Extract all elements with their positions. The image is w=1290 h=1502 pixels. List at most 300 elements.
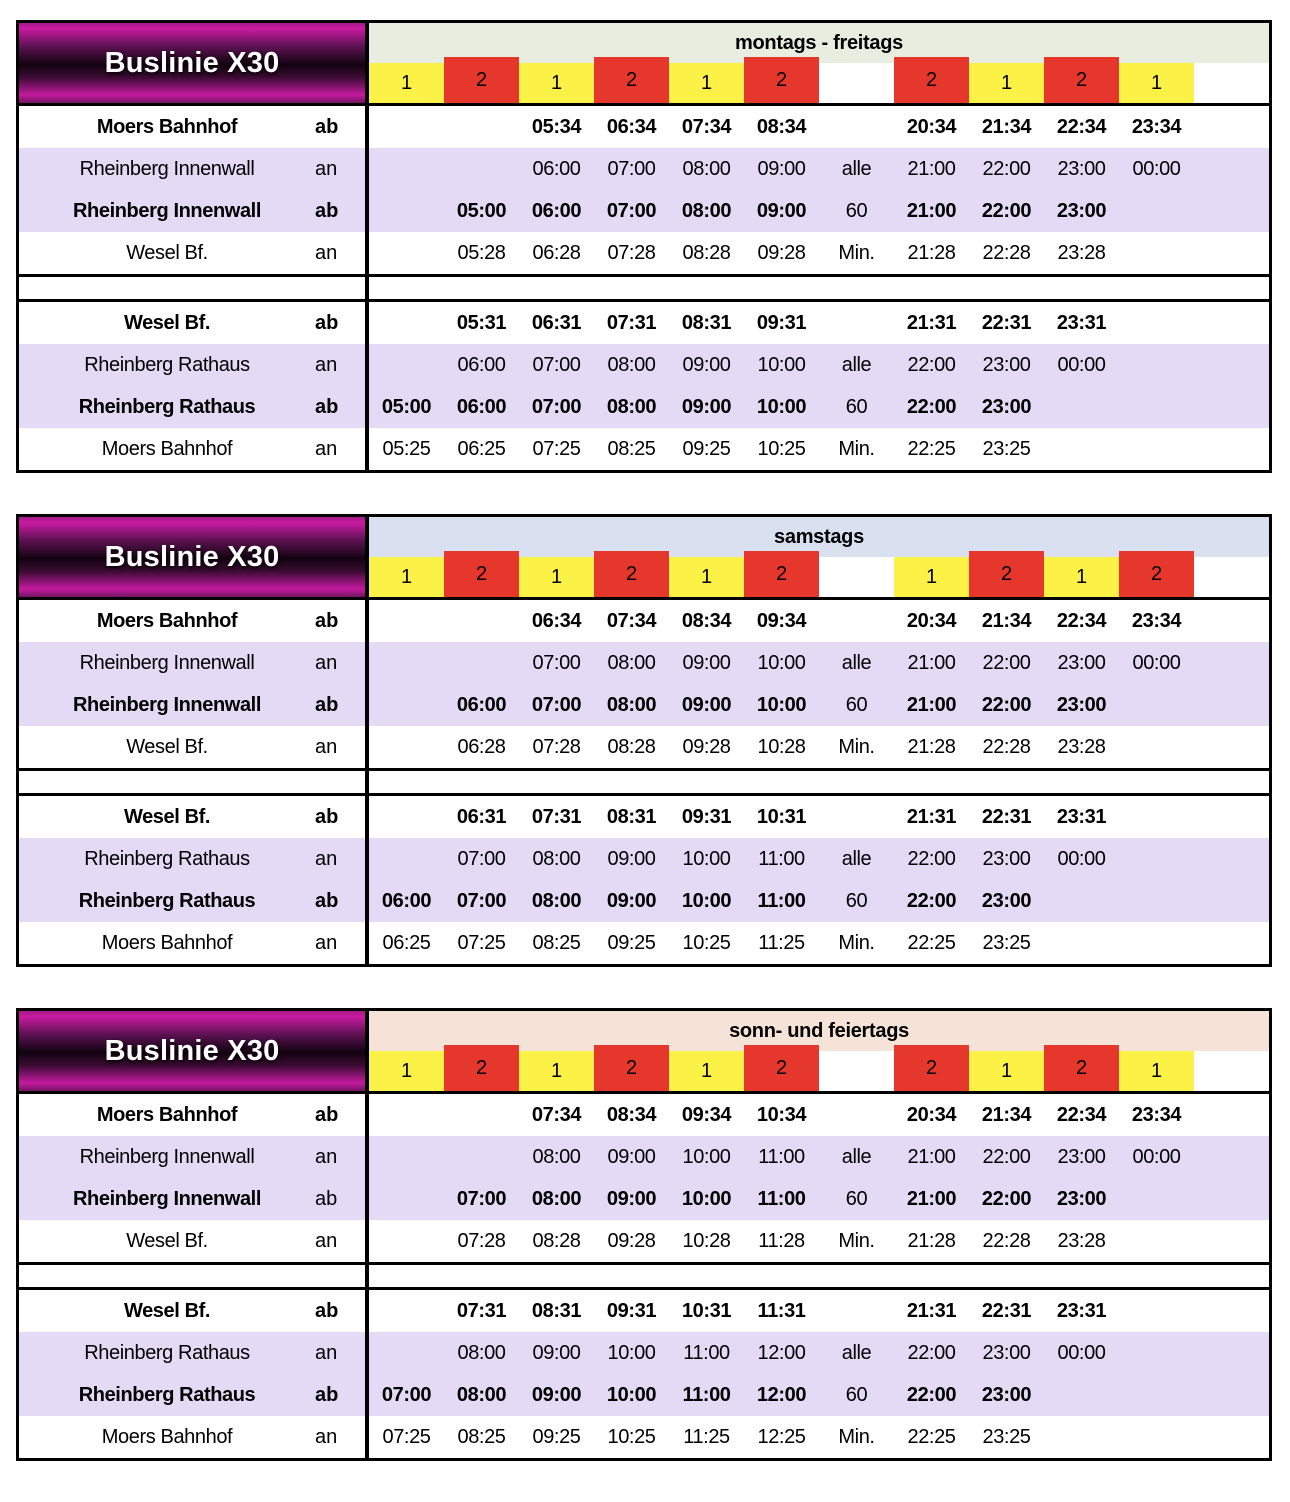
station-row [19, 642, 365, 684]
station-name: Moers Bahnhof [96, 115, 238, 138]
direction-label: ab [315, 805, 339, 828]
track-number-cell: 1 [1119, 1051, 1194, 1091]
station-row [19, 1220, 365, 1262]
time-cell: 22:00 [981, 1187, 1032, 1210]
interval-cell: Min. [838, 437, 875, 460]
time-cell: 07:00 [532, 353, 581, 376]
time-cell: 08:00 [607, 651, 656, 674]
time-cell: 09:00 [681, 693, 732, 716]
left-column [19, 23, 369, 470]
direction-label: an [315, 437, 338, 460]
time-rows [369, 600, 1269, 964]
time-cell: 08:00 [532, 847, 581, 870]
track-number-cell: 2 [594, 1045, 669, 1091]
interval-cell: 60 [845, 1383, 868, 1406]
time-cell: 23:00 [981, 1383, 1032, 1406]
time-cell: 08:00 [606, 693, 657, 716]
time-cell: 00:00 [1132, 651, 1181, 674]
direction-label: an [315, 241, 338, 264]
track-number-cell: 1 [369, 1051, 444, 1091]
station-name: Moers Bahnhof [101, 931, 233, 954]
time-row [369, 1416, 1269, 1458]
station-name: Wesel Bf. [126, 241, 208, 264]
interval-cell: 60 [845, 693, 868, 716]
time-cell: 09:31 [606, 1299, 657, 1322]
time-cell: 21:28 [907, 1229, 956, 1252]
time-cell: 10:34 [756, 1103, 807, 1126]
time-cell: 23:31 [1056, 805, 1107, 828]
interval-cell: 60 [845, 889, 868, 912]
time-cell: 10:00 [756, 693, 807, 716]
time-cell: 22:28 [982, 241, 1031, 264]
time-cell: 08:25 [607, 437, 656, 460]
direction-label: ab [315, 1299, 339, 1322]
time-cell: 06:28 [532, 241, 581, 264]
interval-cell: alle [841, 651, 872, 674]
time-cell: 23:28 [1057, 1229, 1106, 1252]
time-cell: 07:28 [457, 1229, 506, 1252]
time-cell: 23:00 [1056, 199, 1107, 222]
time-cell: 21:00 [907, 1145, 956, 1168]
track-number-cell: 1 [1119, 63, 1194, 103]
time-cell: 06:00 [532, 157, 581, 180]
track-number-cell: 2 [744, 1045, 819, 1091]
line-title-box [19, 23, 365, 106]
station-rows [19, 106, 365, 470]
time-cell: 20:34 [906, 1103, 957, 1126]
station-name: Wesel Bf. [123, 805, 211, 828]
time-cell: 00:00 [1132, 1145, 1181, 1168]
direction-label: ab [315, 1383, 339, 1406]
time-row [369, 148, 1269, 190]
time-cell: 06:00 [457, 353, 506, 376]
track-number-cell: 1 [969, 1051, 1044, 1091]
direction-label: ab [315, 609, 339, 632]
time-cell: 12:00 [757, 1341, 806, 1364]
time-cell: 21:34 [981, 115, 1032, 138]
station-name: Rheinberg Innenwall [73, 199, 261, 222]
time-cell: 07:34 [531, 1103, 582, 1126]
time-cell: 08:00 [456, 1383, 507, 1406]
time-cell: 11:00 [758, 847, 805, 870]
time-cell: 22:28 [982, 735, 1031, 758]
time-cell: 23:00 [982, 847, 1031, 870]
time-rows [369, 1094, 1269, 1458]
station-row [19, 190, 365, 232]
track-number-cell [1194, 63, 1269, 103]
station-row [19, 726, 365, 768]
time-cell: 06:00 [381, 889, 432, 912]
direction-label: ab [315, 1187, 338, 1210]
line-title: Buslinie X30 [104, 540, 280, 573]
interval-cell: alle [841, 353, 872, 376]
time-row [369, 642, 1269, 684]
time-row [369, 726, 1269, 768]
station-name: Rheinberg Rathaus [84, 353, 250, 376]
time-cell: 06:31 [531, 311, 582, 334]
time-cell: 08:00 [606, 395, 657, 418]
time-cell: 22:25 [907, 437, 956, 460]
time-row [369, 838, 1269, 880]
time-cell: 09:28 [682, 735, 731, 758]
time-cell: 07:31 [531, 805, 582, 828]
track-number-cell: 2 [594, 57, 669, 103]
track-number-cell [1194, 1051, 1269, 1091]
time-cell: 20:34 [906, 609, 957, 632]
interval-cell: Min. [838, 735, 875, 758]
time-cell: 00:00 [1132, 157, 1181, 180]
time-cell: 07:31 [606, 311, 657, 334]
time-cell: 08:00 [532, 1145, 581, 1168]
station-name: Rheinberg Innenwall [73, 693, 261, 716]
day-label: sonn- und feiertags [729, 1019, 909, 1042]
time-row [369, 1374, 1269, 1416]
time-cell: 11:00 [757, 889, 806, 912]
time-cell: 10:00 [682, 1145, 731, 1168]
time-row [369, 1332, 1269, 1374]
direction-label: an [315, 1229, 338, 1252]
time-cell: 06:34 [606, 115, 657, 138]
time-cell: 22:31 [981, 805, 1032, 828]
track-number-cell: 1 [1044, 557, 1119, 597]
time-cell: 08:25 [532, 931, 581, 954]
time-cell: 06:00 [531, 199, 582, 222]
time-cell: 08:00 [457, 1341, 506, 1364]
track-number-cell: 2 [894, 1045, 969, 1091]
station-name: Rheinberg Rathaus [78, 1383, 256, 1406]
time-cell: 09:00 [531, 1383, 582, 1406]
time-cell: 21:28 [907, 735, 956, 758]
time-cell: 07:34 [681, 115, 732, 138]
time-cell: 10:00 [607, 1341, 656, 1364]
time-cell: 21:00 [906, 199, 957, 222]
time-cell: 09:00 [756, 199, 807, 222]
time-cell: 22:34 [1056, 609, 1107, 632]
time-grid [369, 1011, 1269, 1458]
time-cell: 22:34 [1056, 1103, 1107, 1126]
station-name: Wesel Bf. [126, 735, 208, 758]
track-number-cell: 2 [744, 551, 819, 597]
track-number-cell [819, 557, 894, 597]
time-cell: 10:25 [757, 437, 806, 460]
time-cell: 10:31 [756, 805, 807, 828]
station-row [19, 796, 365, 838]
spacer-row [19, 768, 365, 796]
spacer-row [19, 1262, 365, 1290]
station-row [19, 684, 365, 726]
time-cell: 06:34 [531, 609, 582, 632]
track-number-cell [819, 1051, 894, 1091]
time-cell: 23:34 [1131, 115, 1182, 138]
time-row [369, 428, 1269, 470]
direction-label: ab [315, 889, 339, 912]
interval-cell: alle [841, 1341, 872, 1364]
time-cell: 23:00 [981, 889, 1032, 912]
track-number-row [369, 557, 1269, 600]
day-label: montags - freitags [735, 31, 903, 54]
station-name: Wesel Bf. [123, 311, 211, 334]
time-cell: 11:25 [758, 931, 805, 954]
direction-label: an [315, 847, 338, 870]
track-number-cell: 1 [519, 557, 594, 597]
track-number-cell: 1 [369, 557, 444, 597]
interval-cell: Min. [838, 241, 875, 264]
time-cell: 23:00 [1057, 651, 1106, 674]
time-row [369, 386, 1269, 428]
interval-cell: 60 [845, 395, 868, 418]
timetable-section [16, 1008, 1272, 1461]
time-cell: 05:00 [456, 199, 507, 222]
time-cell: 05:31 [456, 311, 507, 334]
time-cell: 21:00 [906, 1187, 957, 1210]
time-cell: 08:28 [607, 735, 656, 758]
time-cell: 23:34 [1131, 609, 1182, 632]
station-name: Rheinberg Innenwall [79, 1145, 255, 1168]
station-name: Rheinberg Rathaus [84, 847, 250, 870]
track-number-cell [819, 63, 894, 103]
station-row [19, 1136, 365, 1178]
station-name: Rheinberg Rathaus [84, 1341, 250, 1364]
time-cell: 08:34 [756, 115, 807, 138]
time-cell: 22:00 [982, 157, 1031, 180]
spacer-row [369, 1262, 1269, 1290]
time-cell: 07:25 [382, 1425, 431, 1448]
time-cell: 23:00 [1057, 157, 1106, 180]
time-cell: 09:00 [532, 1341, 581, 1364]
time-row [369, 796, 1269, 838]
time-cell: 09:00 [606, 1187, 657, 1210]
station-row [19, 838, 365, 880]
time-cell: 07:00 [606, 199, 657, 222]
time-cell: 22:00 [907, 847, 956, 870]
track-number-cell: 1 [969, 63, 1044, 103]
time-cell: 00:00 [1057, 353, 1106, 376]
track-number-cell: 2 [894, 57, 969, 103]
time-cell: 22:25 [907, 931, 956, 954]
time-cell: 11:25 [683, 1425, 730, 1448]
track-number-cell: 2 [444, 551, 519, 597]
time-cell: 21:34 [981, 609, 1032, 632]
time-cell: 09:00 [606, 889, 657, 912]
time-cell: 10:00 [756, 395, 807, 418]
time-cell: 23:28 [1057, 735, 1106, 758]
direction-label: an [315, 931, 338, 954]
time-row [369, 1094, 1269, 1136]
time-cell: 10:00 [757, 353, 806, 376]
line-title: Buslinie X30 [104, 1034, 280, 1067]
station-row [19, 386, 365, 428]
interval-cell: 60 [845, 199, 868, 222]
time-cell: 08:00 [531, 889, 582, 912]
time-cell: 09:25 [607, 931, 656, 954]
track-number-cell: 1 [894, 557, 969, 597]
time-cell: 05:28 [457, 241, 506, 264]
time-cell: 08:25 [457, 1425, 506, 1448]
track-number-cell: 1 [369, 63, 444, 103]
direction-label: an [315, 353, 338, 376]
time-cell: 11:00 [758, 1145, 805, 1168]
time-cell: 22:00 [906, 1383, 957, 1406]
track-number-cell: 1 [669, 557, 744, 597]
time-cell: 23:34 [1131, 1103, 1182, 1126]
time-row [369, 106, 1269, 148]
track-number-cell: 2 [1119, 551, 1194, 597]
track-number-row [369, 1051, 1269, 1094]
time-cell: 09:34 [681, 1103, 732, 1126]
time-cell: 10:00 [682, 847, 731, 870]
time-cell: 23:25 [982, 437, 1031, 460]
interval-cell: alle [841, 157, 872, 180]
interval-cell: alle [841, 847, 872, 870]
time-cell: 23:25 [982, 931, 1031, 954]
time-row [369, 922, 1269, 964]
station-row [19, 148, 365, 190]
station-name: Moers Bahnhof [96, 1103, 238, 1126]
time-cell: 06:28 [457, 735, 506, 758]
time-cell: 21:31 [906, 805, 957, 828]
time-cell: 22:28 [982, 1229, 1031, 1252]
time-cell: 07:00 [531, 693, 582, 716]
time-cell: 22:00 [981, 693, 1032, 716]
station-row [19, 232, 365, 274]
track-number-cell: 2 [444, 57, 519, 103]
time-cell: 07:00 [531, 395, 582, 418]
time-cell: 08:00 [607, 353, 656, 376]
time-cell: 23:00 [982, 353, 1031, 376]
station-row [19, 428, 365, 470]
interval-cell: Min. [838, 1425, 875, 1448]
time-cell: 22:00 [907, 353, 956, 376]
line-title: Buslinie X30 [104, 46, 280, 79]
interval-cell: Min. [838, 931, 875, 954]
time-cell: 07:34 [606, 609, 657, 632]
time-cell: 00:00 [1057, 1341, 1106, 1364]
time-cell: 21:31 [906, 311, 957, 334]
time-cell: 09:00 [607, 1145, 656, 1168]
direction-label: ab [315, 1103, 339, 1126]
time-cell: 21:34 [981, 1103, 1032, 1126]
time-cell: 05:00 [381, 395, 432, 418]
time-cell: 09:00 [607, 847, 656, 870]
time-cell: 23:31 [1056, 311, 1107, 334]
time-cell: 07:00 [381, 1383, 432, 1406]
time-cell: 08:31 [531, 1299, 582, 1322]
time-cell: 12:00 [756, 1383, 807, 1406]
station-name: Wesel Bf. [126, 1229, 208, 1252]
timetable-section [16, 20, 1272, 473]
time-cell: 06:00 [456, 395, 507, 418]
time-cell: 09:31 [756, 311, 807, 334]
time-row [369, 880, 1269, 922]
time-row [369, 232, 1269, 274]
time-row [369, 1136, 1269, 1178]
time-cell: 07:28 [532, 735, 581, 758]
station-row [19, 1178, 365, 1220]
station-name: Rheinberg Innenwall [79, 157, 255, 180]
time-cell: 07:31 [456, 1299, 507, 1322]
direction-label: an [315, 1425, 338, 1448]
time-cell: 10:00 [681, 889, 732, 912]
station-row [19, 880, 365, 922]
time-row [369, 1220, 1269, 1262]
time-cell: 06:31 [456, 805, 507, 828]
direction-label: an [315, 735, 338, 758]
time-cell: 08:31 [681, 311, 732, 334]
time-cell: 12:25 [757, 1425, 806, 1448]
time-cell: 23:28 [1057, 241, 1106, 264]
time-row [369, 302, 1269, 344]
time-cell: 23:00 [1057, 1145, 1106, 1168]
track-number-cell: 2 [1044, 1045, 1119, 1091]
time-cell: 22:34 [1056, 115, 1107, 138]
time-cell: 07:28 [607, 241, 656, 264]
time-cell: 07:00 [457, 847, 506, 870]
time-cell: 09:28 [757, 241, 806, 264]
track-number-cell: 2 [744, 57, 819, 103]
track-number-cell: 1 [669, 63, 744, 103]
time-cell: 23:00 [981, 395, 1032, 418]
time-cell: 22:00 [981, 199, 1032, 222]
direction-label: ab [315, 115, 339, 138]
track-number-cell: 2 [444, 1045, 519, 1091]
direction-label: ab [315, 199, 339, 222]
direction-label: an [315, 1145, 338, 1168]
time-cell: 10:25 [682, 931, 731, 954]
time-cell: 10:00 [757, 651, 806, 674]
time-cell: 22:00 [906, 889, 957, 912]
time-cell: 09:28 [607, 1229, 656, 1252]
track-number-row [369, 63, 1269, 106]
direction-label: ab [315, 693, 339, 716]
time-cell: 07:00 [607, 157, 656, 180]
time-cell: 21:28 [907, 241, 956, 264]
time-cell: 08:00 [682, 157, 731, 180]
direction-label: ab [315, 311, 339, 334]
time-row [369, 684, 1269, 726]
left-column [19, 517, 369, 964]
station-name: Moers Bahnhof [101, 437, 233, 460]
track-number-cell: 2 [1044, 57, 1119, 103]
time-cell: 22:00 [907, 1341, 956, 1364]
station-row [19, 344, 365, 386]
track-number-cell: 1 [669, 1051, 744, 1091]
time-cell: 23:00 [1056, 1187, 1107, 1210]
time-row [369, 344, 1269, 386]
time-cell: 10:25 [607, 1425, 656, 1448]
station-row [19, 302, 365, 344]
track-number-cell: 2 [969, 551, 1044, 597]
time-cell: 11:28 [758, 1229, 805, 1252]
station-name: Rheinberg Rathaus [78, 889, 256, 912]
time-cell: 21:31 [906, 1299, 957, 1322]
track-number-cell: 1 [519, 1051, 594, 1091]
spacer-row [369, 768, 1269, 796]
time-cell: 21:00 [907, 651, 956, 674]
time-cell: 20:34 [906, 115, 957, 138]
interval-cell: alle [841, 1145, 872, 1168]
time-cell: 09:34 [756, 609, 807, 632]
time-cell: 07:25 [532, 437, 581, 460]
track-number-cell [1194, 557, 1269, 597]
station-row [19, 1374, 365, 1416]
time-cell: 10:00 [681, 1187, 732, 1210]
station-rows [19, 1094, 365, 1458]
time-cell: 10:28 [682, 1229, 731, 1252]
time-cell: 22:00 [982, 651, 1031, 674]
time-cell: 11:00 [682, 1383, 731, 1406]
time-cell: 07:00 [456, 1187, 507, 1210]
time-cell: 10:31 [681, 1299, 732, 1322]
